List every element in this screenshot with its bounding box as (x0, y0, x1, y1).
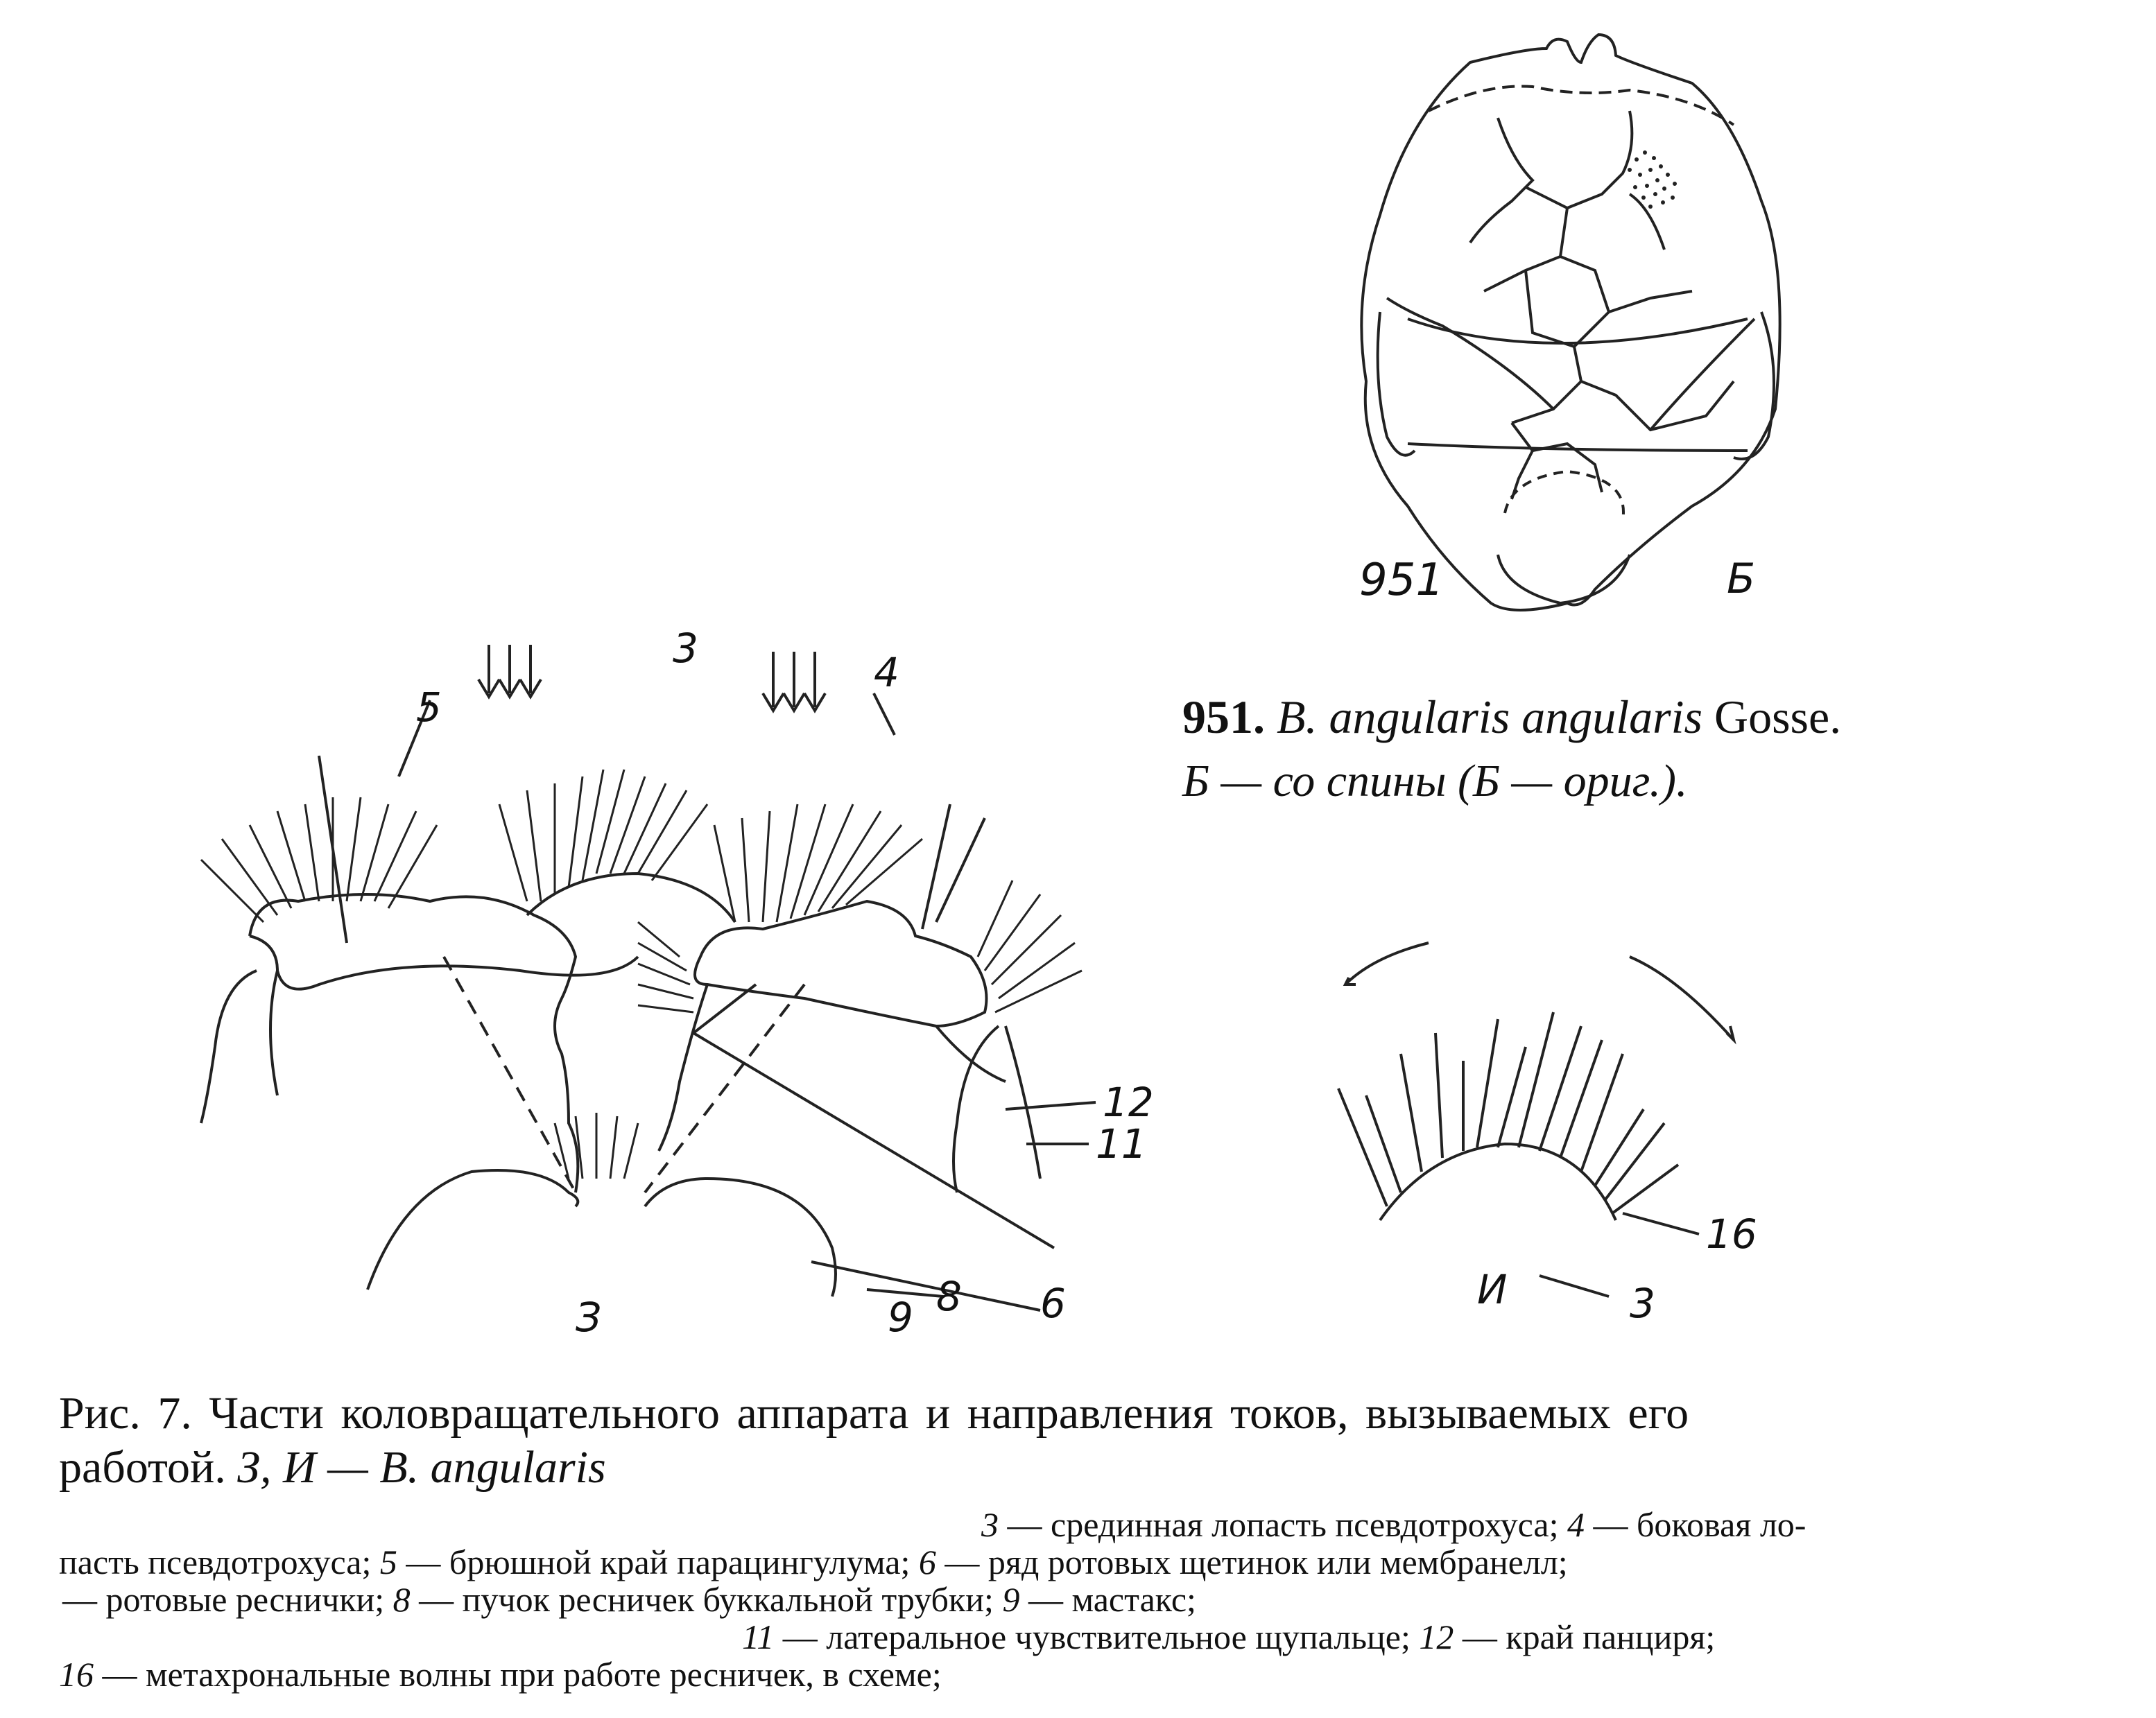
legend-num: 12 (1419, 1617, 1454, 1656)
legend-text: — пучок ресничек буккальной трубки; (419, 1580, 994, 1619)
legend-text: — край панциря; (1462, 1617, 1716, 1656)
figure-951-number: 951 (1359, 555, 1444, 606)
legend-line-5 (59, 1653, 942, 1696)
label-6: 6 (1040, 1280, 1066, 1327)
caption-951-line2: Б — со спины (Б — ориг.). (1182, 756, 1688, 806)
corona-drawing (139, 596, 1179, 1359)
legend-num: 16 (59, 1655, 94, 1694)
fig7-caption-line2 (59, 1441, 606, 1495)
legend-num: 8 (393, 1580, 411, 1619)
legend-num: 6 (918, 1543, 936, 1581)
figure-7-corona (139, 596, 1179, 1359)
fig7-caption-line1 (59, 1387, 1689, 1441)
legend-line-3 (62, 1578, 1196, 1621)
label-4: 4 (874, 649, 899, 696)
legend-text: — брюшной край парацингулума; (406, 1543, 911, 1581)
fig7-caption-text: Части коловращательного аппарата и направления токов, вызываемых его (209, 1388, 1689, 1439)
legend-num: 5 (379, 1543, 397, 1581)
label-12: 12 (1103, 1079, 1154, 1126)
legend-text: — ротовые реснички; (62, 1580, 385, 1619)
legend-text: — метахрональные волны при работе ресничек, в схеме; (102, 1655, 942, 1694)
inset-label-I: И (1477, 1266, 1508, 1313)
lorica-drawing (1304, 21, 1845, 645)
label-11: 11 (1096, 1120, 1147, 1168)
figure-951-view-label: Б (1727, 555, 1756, 603)
legend-text: — латеральное чувствительное щупальце; (782, 1617, 1411, 1656)
caption-951-species: B. angularis angularis (1277, 691, 1702, 743)
legend-text: пасть псевдотрохуса; (59, 1543, 372, 1581)
label-9: 9 (888, 1294, 913, 1341)
figure-7-inset (1290, 915, 1789, 1331)
legend-text: — мастакс; (1028, 1580, 1196, 1619)
legend-line-2 (59, 1541, 1568, 1583)
label-5: 5 (416, 684, 442, 731)
legend-text: — ряд ротовых щетинок или мембранелл; (945, 1543, 1568, 1581)
legend-num: 9 (1002, 1580, 1020, 1619)
fig7-caption-prefix: Рис. 7. (59, 1388, 192, 1439)
label-3-bottom: З (576, 1294, 602, 1341)
caption-951-author: Gosse. (1714, 691, 1842, 743)
label-3-top: 3 (673, 625, 698, 672)
legend-num: 11 (742, 1617, 775, 1656)
inset-label-16: 16 (1706, 1211, 1757, 1258)
legend-text: — срединная лопасть псевдотрохуса; (1007, 1505, 1559, 1544)
fig7-caption-line2-text: работой. (59, 1442, 226, 1493)
legend-num: 4 (1567, 1505, 1585, 1544)
legend-line-4 (742, 1615, 1715, 1658)
figure-951 (1304, 21, 1845, 645)
metachronal-scheme (1290, 915, 1789, 1331)
legend-line-1 (981, 1503, 1806, 1546)
inset-label-3: 3 (1630, 1280, 1655, 1327)
legend-num: 3 (981, 1505, 999, 1544)
caption-951-number: 951. (1182, 691, 1265, 743)
caption-951-line1 (1182, 690, 1841, 744)
legend-text: — боковая ло- (1593, 1505, 1806, 1544)
label-8: 8 (936, 1273, 962, 1320)
fig7-caption-line2-italic: З, И — B. angularis (237, 1442, 606, 1493)
